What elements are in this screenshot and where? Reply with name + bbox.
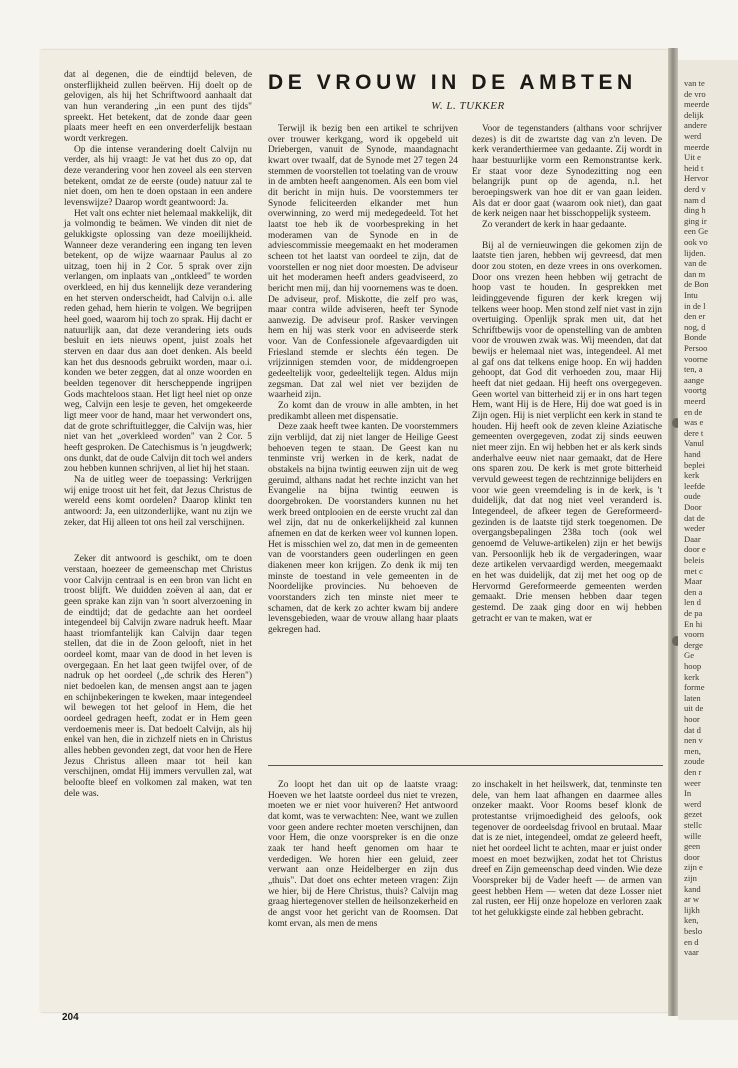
adjacent-page-line: wille: [684, 830, 702, 841]
right-paragraph-3: Bij al de vernieuwingen die gekomen zijn de laatste tien jaren, hebben wij gevreesd, dat men door zou stoten, en deze vrees in ons overkomen. Door ons vrezen heen hebben wij getracht de hoop vast te houden. In gesprekken met leidinggevende figuren der kerk kregen wij telkens weer hoop. Men stond zelf niet vast in zijn overtuiging. Openlijk sprak men uit, dat het Schriftbewijs voor de openstelling van de ambten voor de vrouwen zwak was. Wij meenden, dat dat bewijs er helemaal niet was, integendeel. Al met al gaf ons dat telkens enige hoop. En wij hadden gehoopt, dat God dit verhoeden zou, maar Hij heeft dat niet gedaan. Hij heeft ons overgegeven. Geen wortel van bitterheid zij er in ons hart tegen Hem, want Hij is de Here, Hij doe wat goed is in Zijn ogen. Hij is niet verplicht een kerk in stand te houden. Hij heeft ook de zeven kleine Aziatische gemeenten overgegeven, zodat zij sinds eeuwen niet meer zijn. En wij hebben het er als kerk sinds anderhalve eeuw niet naar gemaakt, dat de Here ons sparen zou. De kerk is met grote bitterheid vervuld geweest tegen de rechtzinnige belijders en voor wie geen vreemdeling is in de kerk, is 't duidelijk, dat dat nog niet veel veranderd is. Integendeel, de afkeer tegen de Gereformeerd-gezinden is de laatste tijd sterk toegenomen. De overgangsbepalingen 238a toch (ook wel genoemd de Veluwe-artikelen) zijn er het bewijs van. Persoonlijk heb ik de vergaderingen, waar deze artikelen vervaardigd werden, meegemaakt en het was duidelijk, dat zij met het oog op de Hervormd Gereformeerde gemeenten werden gemaakt. Drie mensen hebben daar tegen gestemd. De zaak ging door en wij hebben getracht er van te maken, wat er: [472, 240, 662, 624]
right-paragraph-1: Voor de tegenstanders (althans voor schrijver dezes) is dit de zwartste dag van z'n leven. De kerk veranderthiermee van gedaante. Zij wordt in haar bestuurlijke vorm een Remonstrantse kerk. Er staat voor deze Synodezitting nog een belangrijk punt op de agenda, n.l. het beroepingswerk van hoe dit er van gaan leiden. Als dat er door gaat (waarom ook niet), dan gaat de kerk neigen naar het bisschoppelijk systeem.: [472, 124, 662, 220]
middle-paragraph-1: Terwijl ik bezig ben een artikel te schrijven over trouwer kerkgang, word ik opgebeld uit Driebergen, vanuit de Synode, maandagnacht kwart over twaalf, dat de Synode met 27 tegen 24 stemmen de voorstellen tot toelating van de vrouw in de ambten heeft aangenomen. Als een bom viel dit bericht in mijn huis. De voorstemmers ter Synode feliciteerden elkander met hun overwinning, zo werd mij medegedeeld. Tot het laatst toe heb ik de voorbespreking in het moderamen van de Synode en in de adviescommissie meegemaakt en het moderamen scheen tot het laatst van oordeel te zijn, dat de voorstellen er nog niet door moesten. De adviseur uit het moderamen heeft anders geadviseerd, zo bericht men mij, dan hij voornemens was te doen. De adviseur, prof. Miskotte, die zelf pro was, maar contra wilde adviseren, heeft ter Synode aanwezig. De adviseur prof. Rasker vervingen hem en hij was sterk voor en adviseerde sterk voor. Van de Confessionele afgevaardigden uit Friesland stemde er slechts één tegen. De vrijzinnigen stemden voor, de middengroepen gedeeltelijk voor, gedeeltelijk tegen. Aldus mijn zegsman. Dat zal wel niet ver bezijden de waarheid zijn.: [268, 124, 458, 401]
adjacent-page-line: dat d: [684, 724, 701, 735]
adjacent-page-line: ken,: [684, 915, 699, 926]
adjacent-page-line: laten: [684, 692, 701, 703]
article-title: DE VROUW IN DE AMBTEN: [268, 71, 637, 94]
adjacent-page-line: kerk: [684, 671, 700, 682]
adjacent-page-line: den a: [684, 586, 703, 597]
adjacent-page-line: hand: [684, 449, 701, 459]
adjacent-page-line: in de l: [684, 300, 706, 311]
adjacent-page-line: ging ir: [684, 215, 707, 226]
adjacent-page-line: nen v: [684, 735, 703, 746]
adjacent-page-line: ten, a: [684, 364, 703, 375]
adjacent-page-line: len d: [684, 597, 701, 608]
adjacent-page-line: uit de: [684, 703, 704, 714]
adjacent-page-line: hoop: [684, 661, 702, 671]
adjacent-page-line: vaar: [684, 947, 699, 958]
adjacent-page-line: Maar: [684, 576, 703, 587]
left-paragraph-4: Na de uitleg weer de toepassing: Verkrijgen wij enige troost uit het feit, dat Jezus Christus de wereld eens komt oordelen? Daarop klinkt ten antwoord: Ja, een uitzonderlijke, want nu zijn we zeker, dat Hij alleen tot ons heil zal verschijnen.: [64, 474, 252, 528]
adjacent-page-line: Hervor: [684, 173, 709, 184]
adjacent-page-line: werd: [684, 131, 702, 141]
adjacent-page-line: nog, d: [684, 321, 706, 332]
adjacent-page-line: meerde: [684, 99, 710, 110]
adjacent-page-line: derge: [684, 639, 703, 650]
adjacent-page-line: forme: [684, 682, 705, 693]
adjacent-page-line: dere t: [684, 427, 704, 438]
adjacent-page-line: voorn: [684, 629, 705, 640]
adjacent-page-line: en d: [684, 936, 699, 947]
right-column: [472, 124, 662, 752]
adjacent-page-line: lijkh: [684, 904, 700, 915]
adjacent-page-line: kand: [684, 883, 701, 894]
adjacent-page-line: lijden.: [684, 247, 706, 258]
bottom-right-column: [472, 780, 662, 1000]
adjacent-page-line: werd: [684, 798, 702, 809]
adjacent-page-line: weder: [684, 523, 705, 534]
adjacent-page-line: Intu: [684, 290, 698, 300]
adjacent-page-line: delijk: [684, 109, 704, 120]
adjacent-page-line: beslo: [684, 926, 703, 936]
book-spine: [668, 48, 678, 1016]
adjacent-page-line: zoude: [684, 756, 705, 767]
left-paragraph-3: Het valt ons echter niet helemaal makkelijk, dit ja volmondig te beämen. We vinden dit niet de gelukkigste oplossing van deze moeilijkheid. Wanneer deze verandering een ingang ten leven betekent, op de wijze waarnaar Paulus al zo uitzag, toen hij in 2 Cor. 5 sprak over zijn verlangen, om inplaats van „ontkleed" te worden overkleed, en hij dus kennelijk deze verandering en het sterven onderscheidt, had Calvijn o.i. alle reden gehad, hem hierin te volgen. We begrijpen heel goed, waarom hij toch zo sprak. Hij dacht er natuurlijk aan, dat deze verandering iets ouds besluit en iets nieuws opent, juist zoals het sterven en daar dus aan doet denken. Als beeld kan het dus desnoods gebruikt worden, maar o.i. konden we beter zeggen, dat al onze woorden en beelden tegenover dit herscheppende ingrijpen Gods machteloos staan. Het ligt heel niet op onze weg, Calvijn een lesje te geven, het omgekeerde ligt meer voor de hand, maar het verwondert ons, dat de grote schriftuitlegger, die Calvijn was, hier niet van het „overkleed worden" van 2 Cor. 5 heeft gesproken. De Catechismus is 'n jeugdwerk; ons dunkt, dat de oude Calvijn dit toch wel anders zou hebben kunnen schrijven, al liet hij het staan.: [64, 208, 252, 475]
adjacent-page-line: aange: [684, 374, 705, 385]
left-column: [64, 70, 252, 998]
adjacent-page-line: derd v: [684, 184, 706, 194]
left-paragraph-5: Zeker dit antwoord is geschikt, om te doen verstaan, hoezeer de gemeenschap met Christus voor Calvijn centraal is en een bron van licht en troost blijft. We duidden zoëven al aan, dat er geen sprake kan zijn van 'n soort alverzoening in de eindtijd; dat de gedachte aan het oordeel integendeel bij Calvijn zware nadruk heeft. Maar haast triomfantelijk kan Calvijn daar tegen stellen, dat die in de Zoon gelooft, niet in het oordeel komt, maar van de dood in het leven is overgegaan. En het laat geen twijfel over, of de nadruk op het oordeel („de schrik des Heren") niet bedoelen kan, de mensen angst aan te jagen en schijnbekeringen te kweken, maar integendeel wil bewegen tot het geloof in Hem, die het oordeel gedragen heeft, zodat er in Hem geen verdoemenis meer is. Dat bedoelt Calvijn, als hij enkel van hen, die in zichzelf niets en in Christus alles hebben gevonden zegt, dat voor hen de Here Jezus Christus alleen maar tot heil kan verschijnen, omdat Hij immers vervullen zal, wat beloofte bleef en volkomen zal maken, wat ten dele was.: [64, 554, 252, 799]
adjacent-page-line: ook vo: [684, 237, 708, 247]
adjacent-page-line: In: [684, 788, 692, 799]
adjacent-page-line: Uit e: [684, 152, 701, 163]
adjacent-page-line: weer: [684, 777, 701, 788]
adjacent-page-line: oude: [684, 491, 701, 502]
adjacent-page-line: nam d: [684, 194, 706, 205]
adjacent-page-line: de pa: [684, 608, 703, 618]
adjacent-page-line: gezet: [684, 809, 703, 820]
adjacent-page-line: Ge: [684, 650, 695, 661]
adjacent-page-line: ding h: [684, 205, 706, 216]
adjacent-page-line: zijn e: [684, 862, 703, 873]
left-paragraph-2: Op die intense verandering doelt Calvijn nu verder, als hij vraagt: Je vat het dus zo op, dat deze verandering voor hen zoveel als een sterven betekent, omdat ze de eerste (oude) natuur zal te niet doen, om hen te doen opstaan in een andere levenswijze? Daarop wordt geantwoord: Ja.: [64, 144, 252, 208]
adjacent-page-line: voortg: [684, 385, 707, 396]
adjacent-page-line: de Bon: [684, 279, 709, 290]
adjacent-page-line: was e: [684, 417, 704, 428]
right-paragraph-2: Zo verandert de kerk in haar gedaante.: [482, 219, 627, 230]
adjacent-page-line: Bonde: [684, 332, 707, 343]
adjacent-page-line: meerd: [684, 396, 706, 406]
adjacent-page-line: Door: [684, 502, 702, 512]
adjacent-page-line: leefde: [684, 480, 705, 491]
adjacent-page-line: voorne: [684, 353, 708, 364]
page-number: 204: [62, 1012, 79, 1023]
adjacent-page-line: den er: [684, 311, 706, 322]
middle-paragraph-2: Zo komt dan de vrouw in alle ambten, in het predikambt alleen met dispensatie.: [268, 401, 458, 422]
adjacent-page-line: dat de: [684, 512, 705, 523]
adjacent-page-line: beleis: [684, 555, 705, 565]
left-paragraph-1: dat al degenen, die de eindtijd beleven, de onsterflijkheid zullen beërven. Hij doelt op de gelovigen, als hij het Schriftwoord aanhaalt dat van hun verandering „in een punt des tijds" spreekt. Het betekent, dat de zonde daar geen plaats meer heeft en een onverderfelijk bestaan wordt verkregen.: [64, 70, 252, 144]
adjacent-page-line: men,: [684, 745, 701, 756]
section-divider: [268, 765, 663, 766]
adjacent-page-line: En hi: [684, 618, 703, 629]
adjacent-page-line: beplei: [684, 459, 705, 470]
adjacent-page-line: stellc: [684, 820, 703, 830]
bottom-left-paragraph: Zo loopt het dan uit op de laatste vraag: Hoeven we het laatste oordeel dus niet te vrezen, moeten we er niet voor huiveren? Het antwoord dat komt, was te verwachten: Nee, want we zullen voor geen andere rechter moeten verschijnen, dan voor Hem, die onze voorspreker is en die onze zaak ter hand heeft genomen om haar te verdedigen. We horen hier een geluid, zeer verwant aan onze Heidelberger en zijn dus „thuis". Dat doet ons echter meteen vragen: Zijn we hier, bij de Here Christus, thuis? Calvijn mag graag hiertegenover stellen de heilsonzekerheid en de angst voor het gericht van de Roomsen. Dat komt ervan, als men de mens: [268, 780, 458, 929]
bottom-right-paragraph: zo inschakelt in het heilswerk, dat, tenminste ten dele, van hem laat afhangen en daarmee alles onzeker maakt. Voor Rooms besef klonk de protestantse vrijmoedigheid des geloofs, ook tegenover de oordeelsdag frivool en brutaal. Maar dat is ze niet, integendeel, omdat ze geleerd heeft, niet het oordeel licht te achten, maar er juist onder moest en moet bezwijken, zodat het tot Christus dreef en Zijn gemeenschap deed vinden. Wie deze Voorspreker bij de Vader heeft — de armen van geest hebben Hem — weten dat deze Losser niet zal rusten, eer Hij onze hopeloze en verloren zaak tot het gelukkigste einde zal hebben gebracht.: [472, 780, 662, 918]
adjacent-page-line: een Ge: [684, 226, 709, 237]
adjacent-page-line: van te: [684, 78, 705, 88]
adjacent-page-line: met c: [684, 565, 703, 576]
adjacent-page-line: Persoo: [684, 343, 708, 353]
adjacent-page-line: Vanul: [684, 438, 705, 449]
adjacent-page-line: de vro: [684, 88, 706, 99]
adjacent-page-line: en de: [684, 406, 703, 417]
adjacent-page-line: Daar: [684, 533, 701, 544]
adjacent-page-line: zijn: [684, 873, 697, 883]
adjacent-page-line: dan m: [684, 268, 706, 279]
magazine-page: [40, 50, 670, 1023]
adjacent-page-line: meerde: [684, 141, 710, 152]
adjacent-page-line: heid t: [684, 162, 704, 173]
adjacent-page-line: van de: [684, 258, 707, 269]
adjacent-page-line: kerk: [684, 470, 700, 481]
adjacent-page-line: den r: [684, 767, 702, 777]
adjacent-page-line: andere: [684, 120, 707, 131]
adjacent-page-line: geen: [684, 841, 701, 852]
article-author: W. L. TUKKER: [431, 100, 505, 112]
middle-column: [268, 124, 458, 752]
middle-paragraph-3: Deze zaak heeft twee kanten. De voorstemmers zijn verblijd, dat zij niet langer de Heilige Geest behoeven tegen te staan. De Geest kan nu tenminste vrij werken in de kerk, nadat de obstakels na bijna twintig eeuwen zijn uit de weg geruimd, althans nadat het rechte inzicht van het Evangelie na bijna twintig eeuwen is doorgebroken. De voorstanders kunnen nu het werk breed ontplooien en de eerste vrucht zal dan wel zijn, dat nu de onkerkelijkheid zal kunnen afnemen en dat de kerken weer vol kunnen lopen. Het is misschien wel zo, dat men in de gemeenten van de voorstanders geen ouderlingen en geen diakenen meer kon krijgen. Zo denk ik mij ten minste de toestand in vele gemeenten in de Noordelijke provincies. Nu behoeven de voorstanders zich ten minste niet meer te schamen, dat de kerk zo achter kwam bij andere levensgebieden, waar de vrouw allang haar plaats gekregen had.: [268, 422, 458, 635]
adjacent-page-line: door: [684, 851, 700, 862]
adjacent-page-line: door e: [684, 544, 706, 555]
adjacent-page-line: ar w: [684, 894, 700, 905]
adjacent-page-line: hoor: [684, 714, 700, 724]
bottom-left-column: [268, 780, 458, 1000]
